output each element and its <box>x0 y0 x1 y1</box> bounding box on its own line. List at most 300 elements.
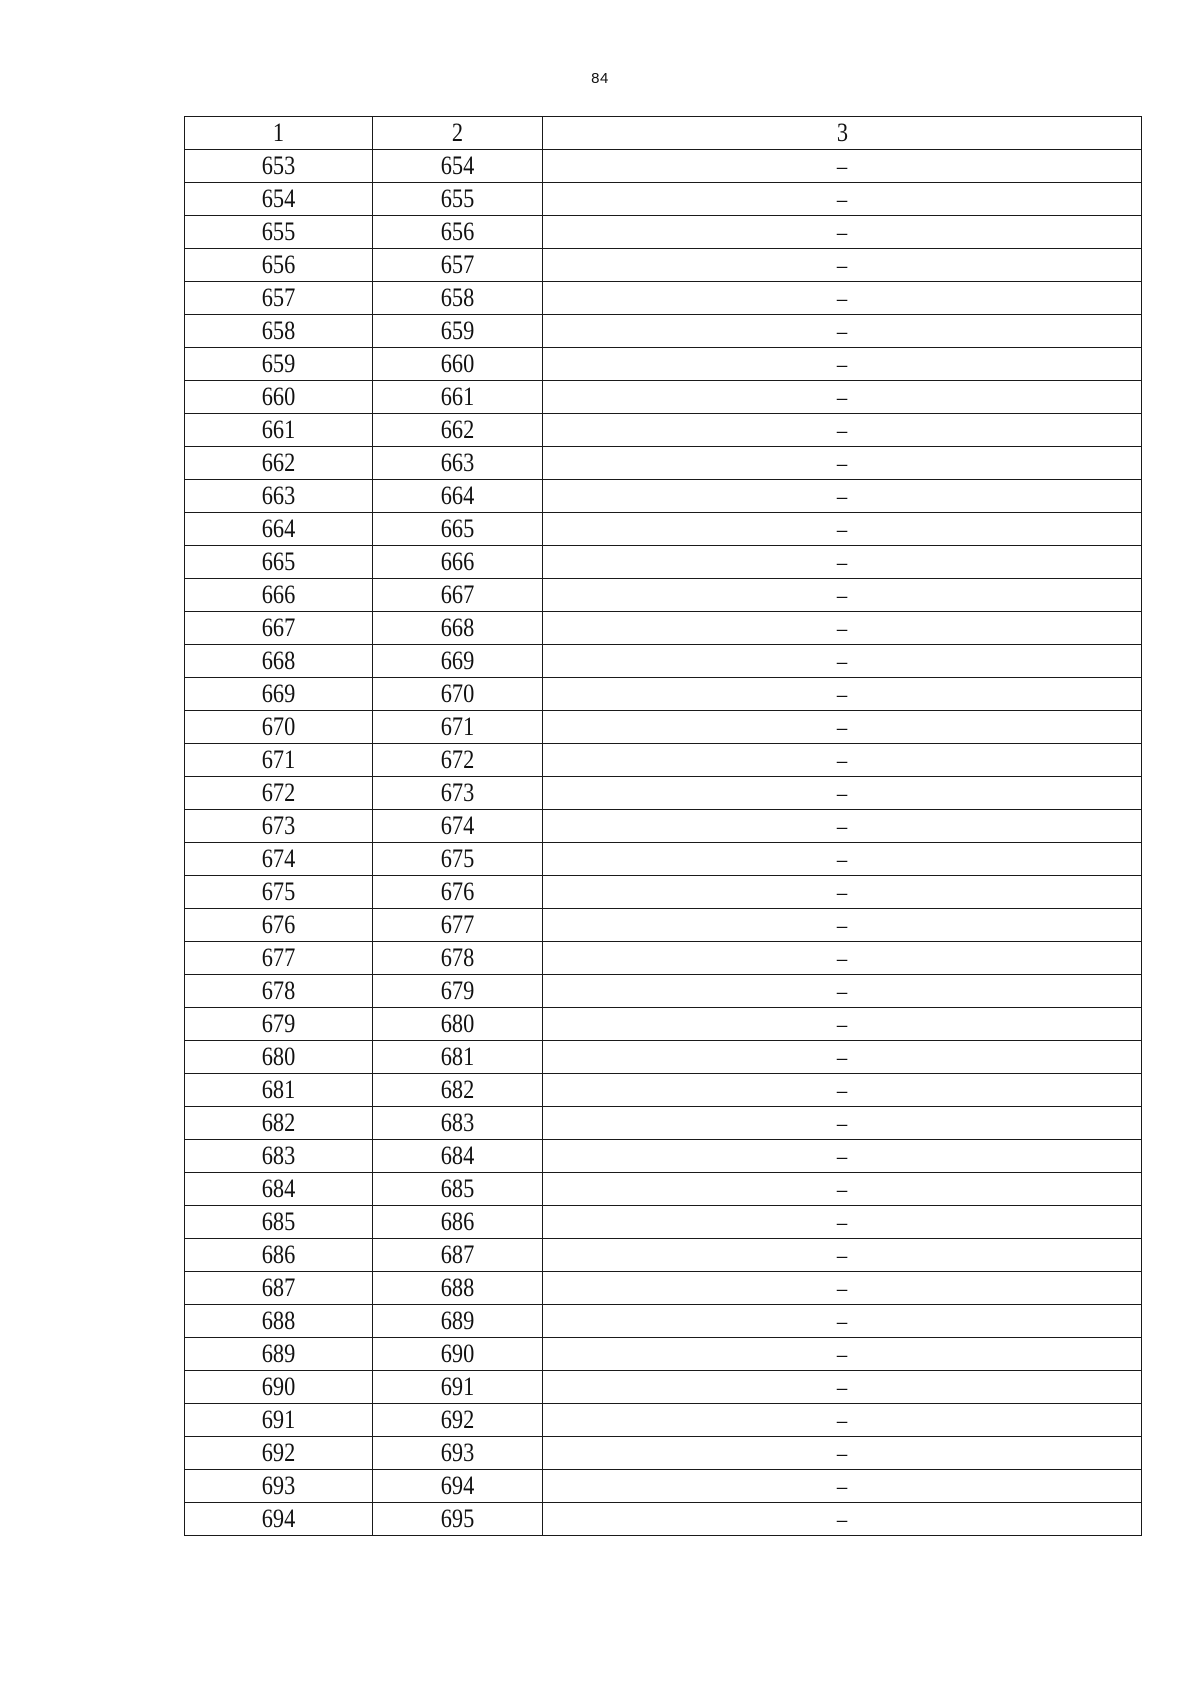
table-cell-col2 <box>373 447 543 480</box>
cell-text: 673 <box>261 811 296 840</box>
table-row <box>185 216 1142 249</box>
table-cell-col1 <box>185 348 373 381</box>
table-cell-col3 <box>543 1371 1142 1404</box>
table-cell-col1 <box>185 249 373 282</box>
cell-text: 681 <box>261 1075 296 1104</box>
table-cell-col1 <box>185 777 373 810</box>
table-row <box>185 1041 1142 1074</box>
table-cell-col2 <box>373 744 543 777</box>
table-cell-col1 <box>185 810 373 843</box>
table-cell-col3 <box>543 447 1142 480</box>
table-row <box>185 1437 1142 1470</box>
table-cell-col1 <box>185 1041 373 1074</box>
cell-text: – <box>836 450 848 477</box>
cell-text: 679 <box>440 976 475 1005</box>
cell-text: – <box>836 483 848 510</box>
table-cell-col2 <box>373 348 543 381</box>
table-row <box>185 1239 1142 1272</box>
table-cell-col2 <box>373 546 543 579</box>
table-row <box>185 1305 1142 1338</box>
cell-text: 676 <box>261 910 296 939</box>
cell-text: 694 <box>261 1504 296 1533</box>
table-cell-col1 <box>185 876 373 909</box>
table-row <box>185 942 1142 975</box>
table-cell-col3 <box>543 282 1142 315</box>
cell-text: – <box>836 516 848 543</box>
table-row <box>185 282 1142 315</box>
table-cell-col1 <box>185 645 373 678</box>
cell-text: – <box>836 417 848 444</box>
column-header-3 <box>543 117 1142 150</box>
cell-text: 666 <box>261 580 296 609</box>
cell-text: – <box>836 285 848 312</box>
table-cell-col2 <box>373 942 543 975</box>
cell-text: 658 <box>440 283 475 312</box>
cell-text: – <box>836 912 848 939</box>
cell-text: 677 <box>440 910 475 939</box>
table-cell-col3 <box>543 1074 1142 1107</box>
cell-text: 685 <box>440 1174 475 1203</box>
table-row <box>185 678 1142 711</box>
column-header-2-text: 2 <box>451 118 464 147</box>
table-cell-col3 <box>543 1404 1142 1437</box>
table-cell-col1 <box>185 381 373 414</box>
cell-text: – <box>836 813 848 840</box>
table-cell-col3 <box>543 315 1142 348</box>
cell-text: – <box>836 978 848 1005</box>
table-cell-col3 <box>543 1503 1142 1536</box>
table-cell-col2 <box>373 1404 543 1437</box>
cell-text: 675 <box>440 844 475 873</box>
table-cell-col1 <box>185 1140 373 1173</box>
cell-text: 653 <box>261 151 296 180</box>
table-cell-col2 <box>373 1107 543 1140</box>
cell-text: 679 <box>261 1009 296 1038</box>
table-cell-col1 <box>185 1272 373 1305</box>
cell-text: 681 <box>440 1042 475 1071</box>
table-row <box>185 348 1142 381</box>
table-row <box>185 1173 1142 1206</box>
table-cell-col2 <box>373 843 543 876</box>
cell-text: 692 <box>261 1438 296 1467</box>
cell-text: 674 <box>440 811 475 840</box>
cell-text: 656 <box>261 250 296 279</box>
cell-text: – <box>836 384 848 411</box>
table-row <box>185 909 1142 942</box>
cell-text: 690 <box>440 1339 475 1368</box>
table-cell-col2 <box>373 1074 543 1107</box>
cell-text: 687 <box>261 1273 296 1302</box>
cell-text: 687 <box>440 1240 475 1269</box>
cell-text: – <box>836 153 848 180</box>
table-row <box>185 480 1142 513</box>
cell-text: – <box>836 747 848 774</box>
column-header-3-text: 3 <box>836 118 848 147</box>
table-cell-col3 <box>543 1041 1142 1074</box>
table-row <box>185 843 1142 876</box>
cell-text: 680 <box>261 1042 296 1071</box>
table-row <box>185 579 1142 612</box>
table-cell-col3 <box>543 810 1142 843</box>
cell-text: 678 <box>440 943 475 972</box>
cell-text: 693 <box>440 1438 475 1467</box>
table-cell-col3 <box>543 381 1142 414</box>
cell-text: – <box>836 879 848 906</box>
cell-text: 672 <box>261 778 296 807</box>
cell-text: 659 <box>261 349 296 378</box>
cell-text: – <box>836 1044 848 1071</box>
table-cell-col2 <box>373 1008 543 1041</box>
cell-text: 686 <box>261 1240 296 1269</box>
cell-text: – <box>836 1407 848 1434</box>
table-cell-col3 <box>543 1140 1142 1173</box>
table-cell-col1 <box>185 447 373 480</box>
table-row <box>185 1503 1142 1536</box>
table-cell-col2 <box>373 711 543 744</box>
table-cell-col1 <box>185 1503 373 1536</box>
cell-text: 672 <box>440 745 475 774</box>
table-row <box>185 612 1142 645</box>
table-cell-col1 <box>185 1206 373 1239</box>
table-cell-col3 <box>543 843 1142 876</box>
table-row <box>185 1107 1142 1140</box>
cell-text: 657 <box>261 283 296 312</box>
cell-text: 657 <box>440 250 475 279</box>
cell-text: 675 <box>261 877 296 906</box>
cell-text: 668 <box>440 613 475 642</box>
table-cell-col3 <box>543 876 1142 909</box>
table-cell-col3 <box>543 942 1142 975</box>
table-cell-col1 <box>185 1239 373 1272</box>
table-cell-col1 <box>185 1074 373 1107</box>
table-cell-col1 <box>185 843 373 876</box>
table-row <box>185 711 1142 744</box>
table-cell-col3 <box>543 1305 1142 1338</box>
cell-text: 667 <box>440 580 475 609</box>
cell-text: 688 <box>440 1273 475 1302</box>
cell-text: 689 <box>440 1306 475 1335</box>
table-cell-col3 <box>543 1008 1142 1041</box>
table-cell-col3 <box>543 777 1142 810</box>
cell-text: 673 <box>440 778 475 807</box>
table-cell-col3 <box>543 1437 1142 1470</box>
cell-text: – <box>836 1440 848 1467</box>
cell-text: – <box>836 1242 848 1269</box>
cell-text: 689 <box>261 1339 296 1368</box>
cell-text: 660 <box>440 349 475 378</box>
table-cell-col2 <box>373 150 543 183</box>
cell-text: – <box>836 186 848 213</box>
cell-text: 654 <box>261 184 296 213</box>
cell-text: 690 <box>261 1372 296 1401</box>
table-cell-col1 <box>185 513 373 546</box>
table-cell-col1 <box>185 678 373 711</box>
cell-text: 678 <box>261 976 296 1005</box>
table-cell-col3 <box>543 579 1142 612</box>
table-cell-col2 <box>373 414 543 447</box>
cell-text: – <box>836 1473 848 1500</box>
table-cell-col3 <box>543 1470 1142 1503</box>
column-header-2 <box>373 117 543 150</box>
table-row <box>185 513 1142 546</box>
table-row <box>185 777 1142 810</box>
cell-text: 671 <box>440 712 475 741</box>
cell-text: 680 <box>440 1009 475 1038</box>
cell-text: 682 <box>440 1075 475 1104</box>
table-cell-col3 <box>543 612 1142 645</box>
table-cell-col2 <box>373 315 543 348</box>
column-header-1 <box>185 117 373 150</box>
cell-text: – <box>836 714 848 741</box>
table-cell-col1 <box>185 1371 373 1404</box>
table-cell-col2 <box>373 1305 543 1338</box>
cell-text: – <box>836 780 848 807</box>
table-cell-col1 <box>185 546 373 579</box>
cell-text: 659 <box>440 316 475 345</box>
cell-text: 665 <box>440 514 475 543</box>
cell-text: 683 <box>440 1108 475 1137</box>
table-row <box>185 1140 1142 1173</box>
cell-text: 655 <box>261 217 296 246</box>
cell-text: 676 <box>440 877 475 906</box>
table-cell-col3 <box>543 975 1142 1008</box>
table-cell-col3 <box>543 513 1142 546</box>
table-row <box>185 315 1142 348</box>
table-cell-col2 <box>373 612 543 645</box>
table-cell-col3 <box>543 678 1142 711</box>
cell-text: 667 <box>261 613 296 642</box>
cell-text: – <box>836 1341 848 1368</box>
table-cell-col2 <box>373 480 543 513</box>
table-row <box>185 447 1142 480</box>
cell-text: – <box>836 681 848 708</box>
table-cell-col1 <box>185 744 373 777</box>
table-cell-col2 <box>373 1272 543 1305</box>
cell-text: – <box>836 945 848 972</box>
cell-text: – <box>836 1506 848 1533</box>
cell-text: – <box>836 1143 848 1170</box>
cell-text: – <box>836 1275 848 1302</box>
cell-text: – <box>836 1176 848 1203</box>
table-cell-col2 <box>373 1338 543 1371</box>
table-row <box>185 249 1142 282</box>
table-cell-col2 <box>373 777 543 810</box>
table-cell-col2 <box>373 876 543 909</box>
table-cell-col3 <box>543 1272 1142 1305</box>
table-cell-col2 <box>373 183 543 216</box>
cell-text: 669 <box>261 679 296 708</box>
table-cell-col2 <box>373 1371 543 1404</box>
table-row <box>185 1206 1142 1239</box>
cell-text: – <box>836 219 848 246</box>
table-cell-col1 <box>185 579 373 612</box>
table-cell-col3 <box>543 909 1142 942</box>
table-cell-col2 <box>373 249 543 282</box>
cell-text: 663 <box>261 481 296 510</box>
table-row <box>185 1338 1142 1371</box>
table-header-row <box>185 117 1142 150</box>
table-row <box>185 183 1142 216</box>
table-cell-col1 <box>185 315 373 348</box>
table-cell-col2 <box>373 1173 543 1206</box>
table-cell-col1 <box>185 480 373 513</box>
cell-text: 655 <box>440 184 475 213</box>
cell-text: – <box>836 648 848 675</box>
table-row <box>185 150 1142 183</box>
cell-text: 654 <box>440 151 475 180</box>
table-cell-col1 <box>185 975 373 1008</box>
cell-text: 677 <box>261 943 296 972</box>
cell-text: 684 <box>440 1141 475 1170</box>
cell-text: 682 <box>261 1108 296 1137</box>
cell-text: 685 <box>261 1207 296 1236</box>
table-row <box>185 546 1142 579</box>
data-table <box>184 116 1142 1536</box>
page-number: 84 <box>591 70 609 87</box>
cell-text: 684 <box>261 1174 296 1203</box>
table-cell-col1 <box>185 1173 373 1206</box>
table-cell-col3 <box>543 1107 1142 1140</box>
table-cell-col1 <box>185 282 373 315</box>
table-cell-col3 <box>543 1206 1142 1239</box>
table-row <box>185 1074 1142 1107</box>
table-row <box>185 1272 1142 1305</box>
table-cell-col1 <box>185 414 373 447</box>
column-header-1-text: 1 <box>272 118 285 147</box>
cell-text: 674 <box>261 844 296 873</box>
table-cell-col1 <box>185 1338 373 1371</box>
table-cell-col3 <box>543 744 1142 777</box>
cell-text: 656 <box>440 217 475 246</box>
table-row <box>185 744 1142 777</box>
table-row <box>185 1470 1142 1503</box>
table-row <box>185 1404 1142 1437</box>
cell-text: – <box>836 318 848 345</box>
cell-text: 663 <box>440 448 475 477</box>
cell-text: 683 <box>261 1141 296 1170</box>
table-cell-col2 <box>373 810 543 843</box>
cell-text: 695 <box>440 1504 475 1533</box>
table-cell-col2 <box>373 282 543 315</box>
cell-text: – <box>836 549 848 576</box>
cell-text: 664 <box>440 481 475 510</box>
table-cell-col1 <box>185 1404 373 1437</box>
cell-text: 686 <box>440 1207 475 1236</box>
cell-text: 660 <box>261 382 296 411</box>
table-cell-col3 <box>543 348 1142 381</box>
table-row <box>185 645 1142 678</box>
table-cell-col2 <box>373 1503 543 1536</box>
table-cell-col1 <box>185 183 373 216</box>
cell-text: – <box>836 1308 848 1335</box>
table-row <box>185 1008 1142 1041</box>
cell-text: 693 <box>261 1471 296 1500</box>
table-cell-col3 <box>543 645 1142 678</box>
cell-text: – <box>836 582 848 609</box>
table-cell-col3 <box>543 480 1142 513</box>
cell-text: – <box>836 351 848 378</box>
table-cell-col2 <box>373 216 543 249</box>
table-cell-col2 <box>373 1437 543 1470</box>
cell-text: 662 <box>440 415 475 444</box>
table-row <box>185 876 1142 909</box>
table-cell-col1 <box>185 1008 373 1041</box>
table-cell-col2 <box>373 513 543 546</box>
table-cell-col1 <box>185 711 373 744</box>
table-row <box>185 381 1142 414</box>
table-cell-col3 <box>543 150 1142 183</box>
table-cell-col2 <box>373 909 543 942</box>
cell-text: 665 <box>261 547 296 576</box>
table-cell-col2 <box>373 645 543 678</box>
table-cell-col3 <box>543 414 1142 447</box>
table-cell-col1 <box>185 1470 373 1503</box>
table-cell-col1 <box>185 909 373 942</box>
table-cell-col3 <box>543 1239 1142 1272</box>
cell-text: 666 <box>440 547 475 576</box>
cell-text: 661 <box>261 415 296 444</box>
table-cell-col1 <box>185 150 373 183</box>
table-cell-col2 <box>373 1239 543 1272</box>
cell-text: – <box>836 1209 848 1236</box>
table-cell-col1 <box>185 942 373 975</box>
table-cell-col2 <box>373 1140 543 1173</box>
table-row <box>185 810 1142 843</box>
cell-text: – <box>836 1110 848 1137</box>
cell-text: 664 <box>261 514 296 543</box>
table-row <box>185 414 1142 447</box>
table-cell-col3 <box>543 546 1142 579</box>
table-cell-col2 <box>373 975 543 1008</box>
cell-text: 691 <box>261 1405 296 1434</box>
cell-text: 661 <box>440 382 475 411</box>
cell-text: 694 <box>440 1471 475 1500</box>
cell-text: 658 <box>261 316 296 345</box>
table-cell-col2 <box>373 381 543 414</box>
cell-text: 692 <box>440 1405 475 1434</box>
table-cell-col2 <box>373 678 543 711</box>
table-cell-col3 <box>543 183 1142 216</box>
table-cell-col3 <box>543 249 1142 282</box>
table-cell-col1 <box>185 1107 373 1140</box>
cell-text: – <box>836 1011 848 1038</box>
table-cell-col1 <box>185 216 373 249</box>
cell-text: 669 <box>440 646 475 675</box>
cell-text: – <box>836 846 848 873</box>
cell-text: 688 <box>261 1306 296 1335</box>
cell-text: 670 <box>261 712 296 741</box>
table-cell-col3 <box>543 216 1142 249</box>
cell-text: – <box>836 252 848 279</box>
cell-text: 668 <box>261 646 296 675</box>
table-cell-col3 <box>543 711 1142 744</box>
table-cell-col2 <box>373 1206 543 1239</box>
cell-text: 671 <box>261 745 296 774</box>
table-body <box>185 117 1142 1536</box>
table-cell-col2 <box>373 1041 543 1074</box>
cell-text: – <box>836 1374 848 1401</box>
cell-text: 670 <box>440 679 475 708</box>
cell-text: – <box>836 615 848 642</box>
table-cell-col1 <box>185 612 373 645</box>
table-cell-col1 <box>185 1437 373 1470</box>
table-cell-col1 <box>185 1305 373 1338</box>
table-cell-col2 <box>373 1470 543 1503</box>
table-row <box>185 975 1142 1008</box>
table-cell-col2 <box>373 579 543 612</box>
cell-text: – <box>836 1077 848 1104</box>
cell-text: 662 <box>261 448 296 477</box>
